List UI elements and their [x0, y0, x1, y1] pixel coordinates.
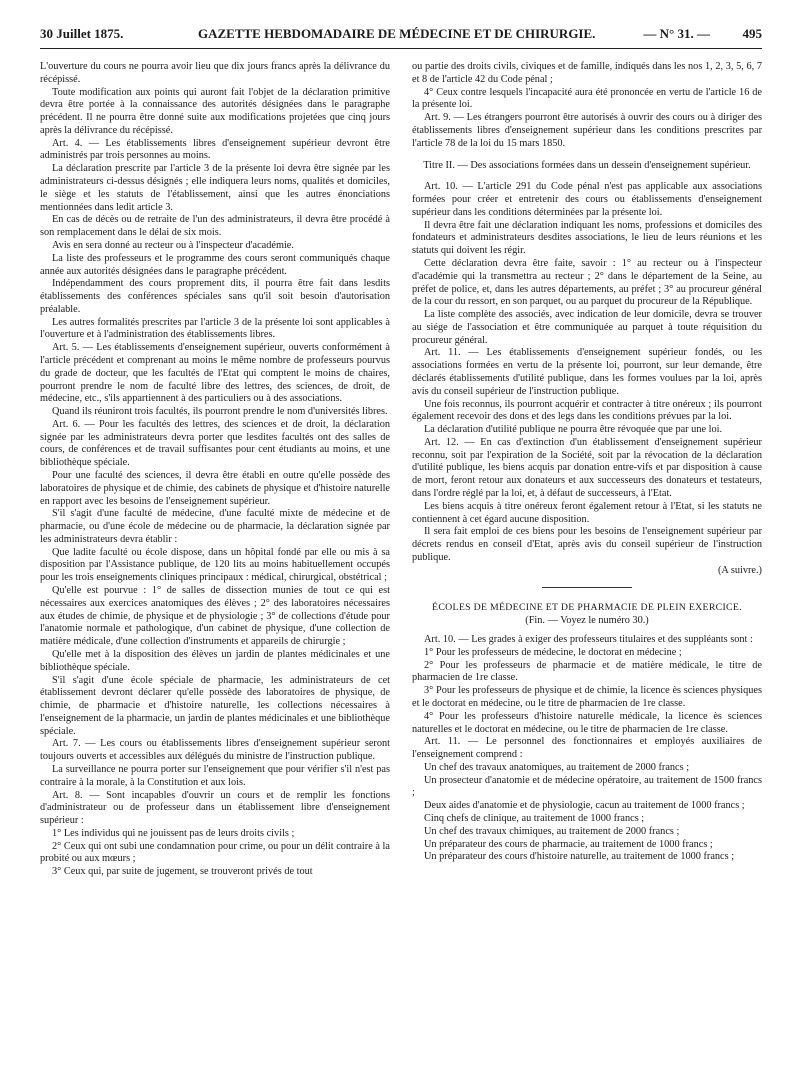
- paragraph: 2° Ceux qui ont subi une condamnation pour crime, ou pour un délit contraire à la probité ou aux mœurs ;: [40, 840, 390, 865]
- paragraph: Avis en sera donné au recteur ou à l'inspecteur d'académie.: [52, 239, 294, 251]
- paragraph: 1° Pour les professeurs de médecine, le doctorat en médecine ;: [424, 646, 682, 658]
- paragraph: Les autres formalités prescrites par l'article 3 de la présente loi sont applicables à l'ouverture et à l'administration des établissements libres.: [40, 316, 390, 341]
- right-column: [412, 61, 762, 864]
- paragraph: Il devra être fait une déclaration indiquant les noms, professions et domiciles des fondateurs et administrateurs desdites associations, le lieu de leurs réunions et les statuts qui doivent les régir.: [412, 219, 762, 257]
- paragraph: 4° Ceux contre lesquels l'incapacité aura été prononcée en vertu de l'article 16 de la présente loi.: [412, 86, 762, 111]
- section-title: ÉCOLES DE MÉDECINE ET DE PHARMACIE DE PLEIN EXERCICE.: [432, 602, 742, 614]
- paragraph: En cas de décès ou de retraite de l'un des administrateurs, il devra être procédé à son remplacement dans le délai de six mois.: [40, 214, 390, 239]
- paragraph: Un préparateur des cours d'histoire naturelle, au traitement de 1000 francs ;: [424, 851, 735, 863]
- paragraph: Qu'elle est pourvue : 1° de salles de dissection munies de tout ce qui est nécessaires aux exercices anatomiques des élèves ; 2° des laboratoires nécessaires aux études de chimie, de physique et de physiologie ; 3° de collections d'étude pour l'anatomie normale et pathologique, d'un cabinet de physique, d'une collection de matière médicale, d'une collection d'instruments et appareils de chirurgie ;: [40, 585, 390, 648]
- left-column: [40, 61, 390, 879]
- paragraph: Toute modification aux points qui auront fait l'objet de la déclaration primitive devra être portée à la connaissance des autorités désignées dans le paragraphe précédent. Il ne pourra être donné suite aux modifications projetées que cinq jours après la délivrance du récépissé.: [40, 86, 390, 136]
- paragraph: Art. 9. — Les étrangers pourront être autorisés à ouvrir des cours ou à diriger des établissements libres d'enseignement supérieur dans les conditions prescrites par l'article 78 de la loi du 15 mars 1850.: [412, 112, 762, 149]
- paragraph: Qu'elle met à la disposition des élèves un jardin de plantes médicinales et une bibliothèque spéciale.: [40, 648, 390, 673]
- paragraph: Cinq chefs de clinique, au traitement de 1000 francs ;: [424, 812, 645, 824]
- paragraph: La surveillance ne pourra porter sur l'enseignement que pour vérifier s'il n'est pas contraire à la morale, à la Constitution et aux lois.: [40, 763, 390, 788]
- paragraph: Les biens acquis à titre onéreux feront également retour à l'Etat, si les statuts ne contiennent à cet égard aucune disposition.: [412, 500, 762, 525]
- paragraph: Cette déclaration devra être faite, savoir : 1° au recteur ou à l'inspecteur d'académie qui la transmettra au recteur ; 2° dans le département de la Seine, au préfet de police, et, dans les autres départements, au préfet ; 3° au procureur général de la cour du ressort, en son parquet, ou au parquet du procureur de la République.: [412, 257, 762, 308]
- paragraph: (Fin. — Voyez le numéro 30.): [525, 615, 649, 627]
- paragraph: Deux aides d'anatomie et de physiologie, cacun au traitement de 1000 francs ;: [424, 800, 745, 812]
- paragraph: Un chef des travaux chimiques, au traitement de 2000 francs ;: [424, 825, 680, 837]
- paragraph: La déclaration d'utilité publique ne pourra être révoquée que par une loi.: [424, 424, 723, 436]
- paragraph: Une fois reconnus, ils pourront acquérir et contracter à titre onéreux ; ils pourront également recevoir des dons et des legs dans les conditions prévues par la loi.: [412, 398, 762, 423]
- paragraph: La déclaration prescrite par l'article 3 de la présente loi devra être signée par les administrateurs ci-dessus désignés ; elle indiquera leurs noms, qualités et domiciles, le siège et les statuts de l'établissement, ainsi que les autres énonciations mentionnées dans ledit article 3.: [40, 163, 390, 213]
- separator-rule: [542, 587, 632, 588]
- paragraph: Art. 4. — Les établissements libres d'enseignement supérieur devront être administrés par trois personnes au moins.: [40, 137, 390, 162]
- paragraph: ou partie des droits civils, civiques et de famille, indiqués dans les nos 1, 2, 3, 5, 6, 7 et 8 de l'article 42 du Code pénal ;: [412, 61, 762, 85]
- paragraph: Art. 7. — Les cours ou établissements libres d'enseignement supérieur seront toujours ouverts et accessibles aux délégués du ministre de l'instruction publique.: [40, 738, 390, 763]
- paragraph: Un prosecteur d'anatomie et de médecine opératoire, au traitement de 1500 francs ;: [412, 774, 762, 799]
- paragraph: Pour une faculté des sciences, il devra être établi en outre qu'elle possède des laboratoires de physique et de chimie, des cabinets de physique et d'histoire naturelle en rapport avec les besoins de l'enseignement supérieur.: [40, 470, 390, 507]
- section-title: Titre II. — Des associations formées dans un dessein d'enseignement supérieur.: [423, 160, 751, 172]
- paragraph: La liste des professeurs et le programme des cours seront communiqués chaque année aux autorités désignées dans le paragraphe précédent.: [40, 252, 390, 277]
- paragraph: Un chef des travaux anatomiques, au traitement de 2000 francs ;: [424, 761, 690, 773]
- paragraph: Art. 11. — Le personnel des fonctionnaires et employés auxiliaires de l'enseignement comprend :: [412, 736, 762, 761]
- paragraph: La liste complète des associés, avec indication de leur domicile, devra se trouver au siége de l'association et être communiquée au parquet à toute réquisition du procureur général.: [412, 309, 762, 346]
- paragraph: S'il s'agit d'une école spéciale de pharmacie, les administrateurs de cet établissement devront déclarer qu'elle possède des laboratoires de physique, de chimie, de pharmacie et d'histoire naturelle, les collections nécessaires à l'enseignement de la pharmacie, un jardin de plantes médicinales et une bibliothèque spéciale.: [40, 674, 390, 737]
- paragraph: Art. 10. — Les grades à exiger des professeurs titulaires et des suppléants sont :: [424, 634, 753, 646]
- paragraph: 3° Pour les professeurs de physique et de chimie, la licence ès sciences physiques et le doctorat en médecine, ou le titre de pharmacien de 1re classe.: [412, 685, 762, 709]
- paragraph: 2° Pour les professeurs de pharmacie et de matière médicale, le titre de pharmacien de 1re classe.: [412, 659, 762, 684]
- paragraph: 3° Ceux qui, par suite de jugement, se trouveront privés de tout: [52, 866, 313, 878]
- paragraph: L'ouverture du cours ne pourra avoir lieu que dix jours francs après la délivrance du récépissé.: [40, 61, 390, 85]
- paragraph: Art. 10. — L'article 291 du Code pénal n'est pas applicable aux associations formées pour créer et entretenir des cours ou établissements d'enseignement supérieur dans les conditions déterminées par la présente loi.: [412, 181, 762, 218]
- paragraph: S'il s'agit d'une faculté de médecine, d'une faculté mixte de médecine et de pharmacie, ou d'une école de médecine ou de pharmacie, la déclaration signée par les administrateurs devra établir :: [40, 508, 390, 545]
- paragraph: Il sera fait emploi de ces biens pour les besoins de l'enseignement supérieur par décrets rendus en conseil d'Etat, après avis du conseil supérieur de l'instruction publique.: [412, 526, 762, 563]
- paragraph: [412, 150, 762, 156]
- header-title: GAZETTE HEBDOMADAIRE DE MÉDECINE ET DE CHIRURGIE.: [198, 26, 596, 41]
- header-issue-number: — N° 31. —: [643, 26, 710, 41]
- paragraph: Art. 11. — Les établissements d'enseignement supérieur fondés, ou les associations formées en vertu de la présente loi, pourront, sur leur demande, être déclarés établissements d'utilité publique, dans les formes voulues par la loi, après avis du conseil supérieur de l'instruction publique.: [412, 347, 762, 397]
- paragraph: Indépendamment des cours proprement dits, il pourra être fait dans lesdits établissements des conférences spéciales sans qu'il soit besoin d'autorisation préalable.: [40, 278, 390, 315]
- paragraph: Art. 8. — Sont incapables d'ouvrir un cours et de remplir les fonctions d'administrateur ou de professeur dans un établissement libre d'enseignement supérieur :: [40, 789, 390, 827]
- paragraph: Art. 12. — En cas d'extinction d'un établissement d'enseignement supérieur reconnu, soit par l'expiration de la Société, soit par la révocation de la déclaration d'utilité publique, les biens acquis par donation entre-vifs et par disposition à cause de mort, feront retour aux donateurs et aux successeurs des donateurs et testateurs, dans l'ordre réglé par la loi, et, à défaut de successeurs, à l'Etat.: [412, 436, 762, 499]
- paragraph: Art. 6. — Pour les facultés des lettres, des sciences et de droit, la déclaration signée par les administrateurs devra porter que lesdites facultés ont des salles de cours, de conférences et de travail suffisantes pour cent étudiants au moins, et une bibliothèque spéciale.: [40, 418, 390, 469]
- paragraph: Art. 5. — Les établissements d'enseignement supérieur, ouverts conformément à l'article précédent et comprenant au moins le même nombre de professeurs pourvus du grade de docteur, que les facultés de l'Etat qui comptent le moins de chaires, pourront prendre le nom de faculté libre des lettres, des sciences, de droit, de médecine, etc., s'ils appartiennent à des particuliers ou à des associations.: [40, 342, 390, 405]
- header-date: 30 Juillet 1875.: [40, 26, 124, 41]
- paragraph: 1° Les individus qui ne jouissent pas de leurs droits civils ;: [52, 827, 295, 839]
- header-page-number: 495: [742, 26, 762, 41]
- paragraph: Un préparateur des cours de pharmacie, au traitement de 1000 francs ;: [424, 838, 713, 850]
- paragraph: Quand ils réuniront trois facultés, ils pourront prendre le nom d'universités libres.: [52, 406, 388, 418]
- paragraph: Que ladite faculté ou école dispose, dans un hôpital fondé par elle ou mis à sa disposition par l'Assistance publique, de 120 lits au moins habituellement occupés pour les trois enseignements cliniques principaux : médical, chirurgical, obstétrical ;: [40, 546, 390, 584]
- paragraph: (A suivre.): [717, 564, 762, 576]
- page-header: [40, 26, 762, 48]
- header-rule: [40, 48, 762, 49]
- paragraph: 4° Pour les professeurs d'histoire naturelle médicale, la licence ès sciences naturelles et le doctorat en médecine, ou le titre de pharmacien de 1re classe.: [412, 710, 762, 735]
